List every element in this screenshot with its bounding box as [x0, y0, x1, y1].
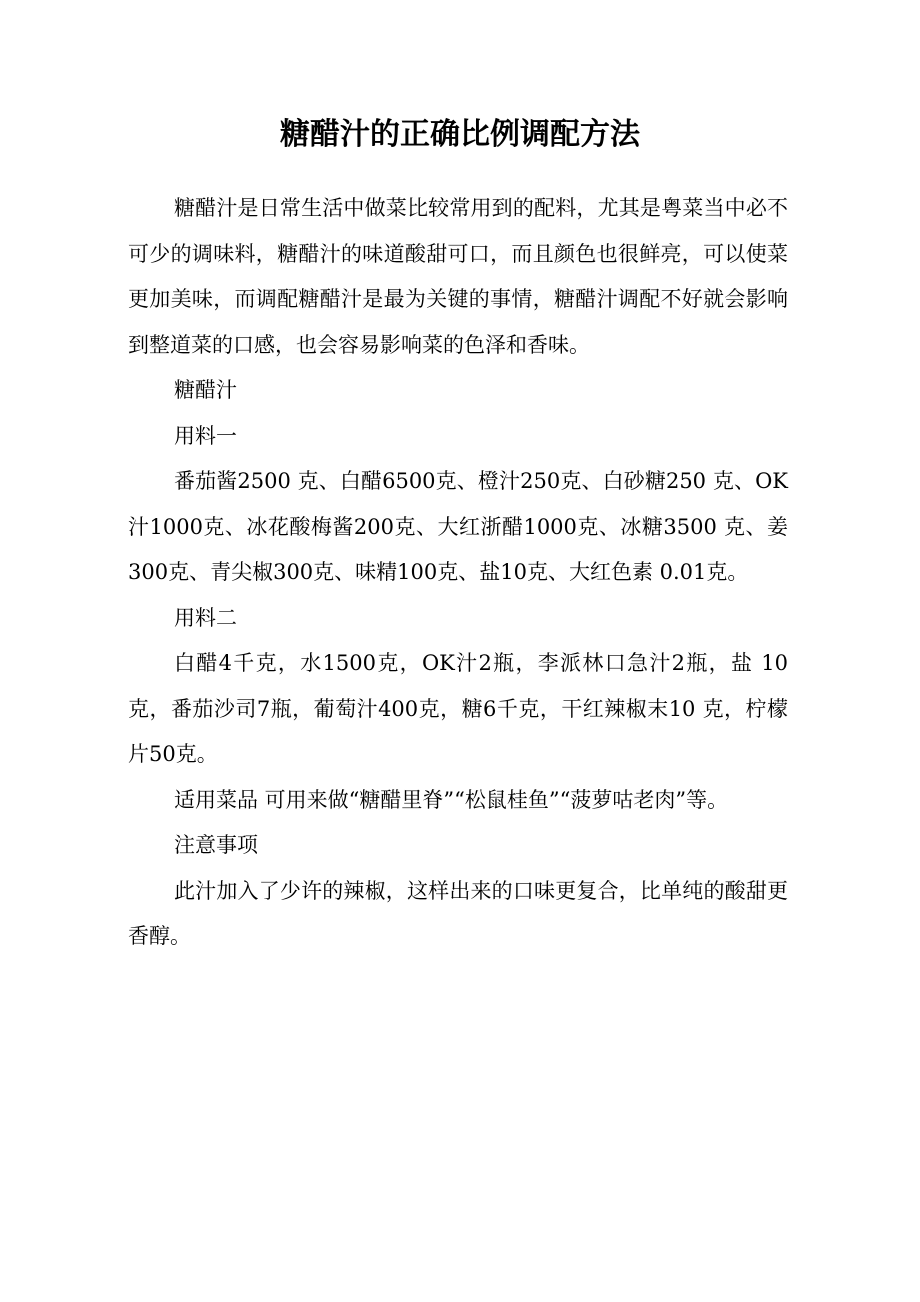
section-heading-ingredients-1: 用料一 — [174, 423, 237, 448]
intro-paragraph: 糖醋汁是日常生活中做菜比较常用到的配料，尤其是粤菜当中必不可少的调味料，糖醋汁的味道酸甜可口，而且颜色也很鲜亮，可以使菜更加美味，而调配糖醋汁是最为关键的事情，糖醋汁调配不好就会影响到整道菜的口感，也会容易影响菜的色泽和香味。 — [128, 196, 788, 357]
document-body — [128, 186, 788, 960]
document-title: 糖醋汁的正确比例调配方法 — [280, 117, 640, 152]
suitable-dishes-paragraph: 适用菜品 可用来做“糖醋里脊”“松鼠桂鱼”“菠萝咕老肉”等。 — [174, 787, 729, 812]
section-heading-ingredients-2: 用料二 — [174, 605, 237, 630]
section-heading-sauce: 糖醋汁 — [174, 378, 237, 402]
ingredients-1-paragraph: 番茄酱2500 克、白醋6500克、橙汁250克、白砂糖250 克、OK汁1000克、冰花酸梅酱200克、大红浙醋1000克、冰糖3500 克、姜300克、青尖椒300克、味精100克、盐10克、大红色素 0.01克。 — [128, 469, 788, 584]
section-heading-notes: 注意事项 — [174, 833, 258, 857]
notes-paragraph: 此汁加入了少许的辣椒，这样出来的口味更复合，比单纯的酸甜更香醇。 — [128, 878, 788, 948]
ingredients-2-paragraph: 白醋4千克，水1500克，OK汁2瓶，李派林口急汁2瓶，盐 10克，番茄沙司7瓶，葡萄汁400克，糖6千克，干红辣椒末10 克，柠檬片50克。 — [128, 651, 788, 766]
